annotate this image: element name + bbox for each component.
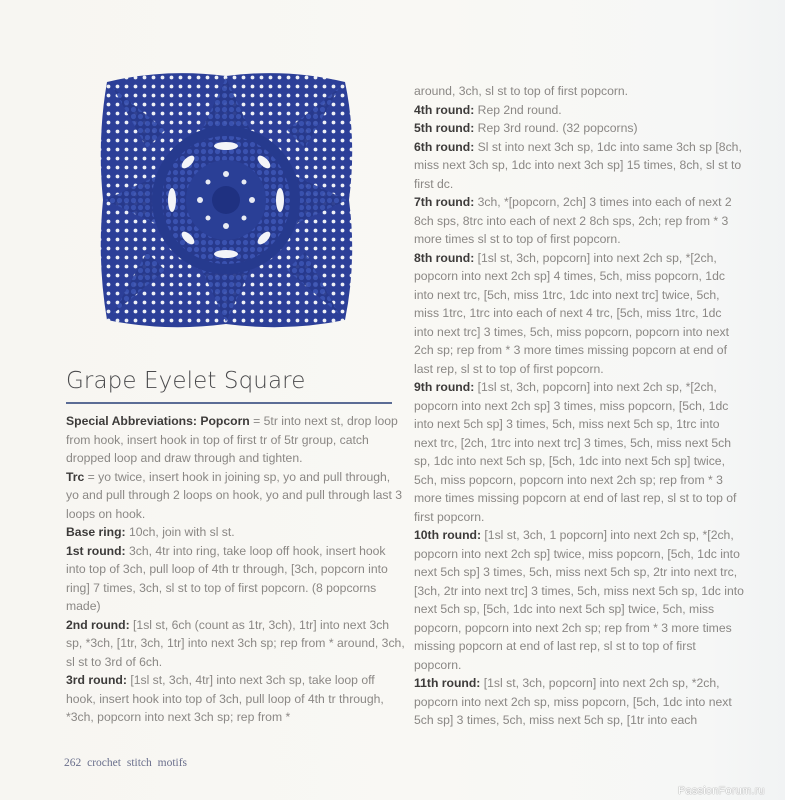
instruction-trc: Trc = yo twice, insert hook in joining sp, yo and pull through, yo and pull through 2 loops on hook, yo and pull through last 3 loops on hook. xyxy=(66,469,403,521)
watermark: PassionForum.ru xyxy=(678,785,765,797)
instruction-round-3: 3rd round: [1sl st, 3ch, 4tr] into next 3ch sp, take loop off hook, insert hook into top of 3ch, pull loop of 4th tr through, *3ch, popcorn into next 3ch sp; rep from * xyxy=(66,673,384,724)
title-underline xyxy=(66,402,392,404)
crochet-square-image xyxy=(95,64,357,336)
instruction-round-11: 11th round: [1sl st, 3ch, popcorn] into next 2ch sp, *2ch, popcorn into next 2ch sp, miss popcorn, [5ch, 1dc into next 5ch sp] 3 times, 5ch, miss next 5ch sp, [1tr into each xyxy=(414,676,732,727)
instruction-special-abbreviations: Special Abbreviations: Popcorn = 5tr into next st, drop loop from hook, insert hook in top of first tr of 5tr group, catch dropped loop and draw through and tighten. xyxy=(66,414,398,465)
page-number: 262 xyxy=(64,757,82,769)
pattern-title: Grape Eyelet Square xyxy=(66,368,306,394)
instruction-round-6: 6th round: Sl st into next 3ch sp, 1dc into same 3ch sp [8ch, miss next 3ch sp, 1dc into next 3ch sp] 15 times, 8ch, sl st to first dc. xyxy=(414,139,742,191)
crochet-motif-photo xyxy=(95,64,357,336)
page-footer xyxy=(64,757,187,769)
instruction-round-9: 9th round: [1sl st, 3ch, popcorn] into next 2ch sp, *[2ch, popcorn into next 2ch sp] 3 times, miss popcorn, [5ch, 1dc into next 5ch sp] 3 times, 5ch, miss next 5ch sp, 1trc into next trc, [2ch, 1trc into next trc] 3 times, 5ch, miss next 5ch sp, 1dc into next 5ch sp, [5ch, 1dc into next 5ch sp] twice, 5ch, miss popcorn, popcorn into next 2ch sp; rep from * 3 more times missing popcorn at end of last rep, sl st to top of first popcorn. xyxy=(414,380,737,524)
instruction-round-3-continued: around, 3ch, sl st to top of first popcorn. xyxy=(414,84,629,98)
instruction-round-5: 5th round: Rep 3rd round. (32 popcorns) xyxy=(414,121,638,135)
instruction-round-8: 8th round: [1sl st, 3ch, popcorn] into next 2ch sp, *[2ch, popcorn into next 2ch sp] 4 times, 5ch, miss popcorn, 1dc into next trc, [5ch, miss 1trc, 1dc into next trc] twice, 5ch, miss 1trc, 1trc into each of next 4 trc, [5ch, miss 1trc, 1dc into next trc] 3 times, 5ch, miss popcorn, popcorn into next 2ch sp; rep from * 3 more times missing popcorn at end of last rep, sl st to top of first popcorn. xyxy=(414,250,729,376)
instruction-round-2: 2nd round: [1sl st, 6ch (count as 1tr, 3ch), 1tr] into next 3ch sp, *3ch, [1tr, 3ch, 1tr] into next 3ch sp; rep from * around, 3ch, sl st to 3rd of 6ch. xyxy=(66,617,405,669)
instruction-round-1: 1st round: 3ch, 4tr into ring, take loop off hook, insert hook into top of 3ch, pull loop of 4th tr through, [3ch, popcorn into ring] 7 times, 3ch, sl st to top of first popcorn. (8 popcorns made) xyxy=(66,543,388,613)
instructions-left-column xyxy=(66,412,406,727)
instruction-round-7: 7th round: 3ch, *[popcorn, 2ch] 3 times into each of next 2 8ch sps, 8trc into each of next 2 8ch sps, 2ch; rep from * 3 more times sl st to top of first popcorn. xyxy=(414,195,732,246)
section-name: crochet stitch motifs xyxy=(87,757,188,769)
instructions-right-column xyxy=(414,82,744,730)
instruction-round-10: 10th round: [1sl st, 3ch, 1 popcorn] into next 2ch sp, *[2ch, popcorn into next 2ch sp] twice, miss popcorn, [5ch, 1dc into next 5ch sp] 3 times, 5ch, miss next 5ch sp, 2tr into next trc, [3ch, 2tr into next trc] 3 times, 5ch, miss next 5ch sp, 1dc into next 5ch sp, [5ch, 1dc into next 5ch sp] twice, 5ch, miss popcorn, popcorn into next 2ch sp; rep from * 3 more times missing popcorn at end of last rep, sl st to top of first popcorn. xyxy=(414,528,744,672)
instruction-round-4: 4th round: Rep 2nd round. xyxy=(414,102,562,117)
instruction-base-ring: Base ring: 10ch, join with sl st. xyxy=(66,525,235,539)
